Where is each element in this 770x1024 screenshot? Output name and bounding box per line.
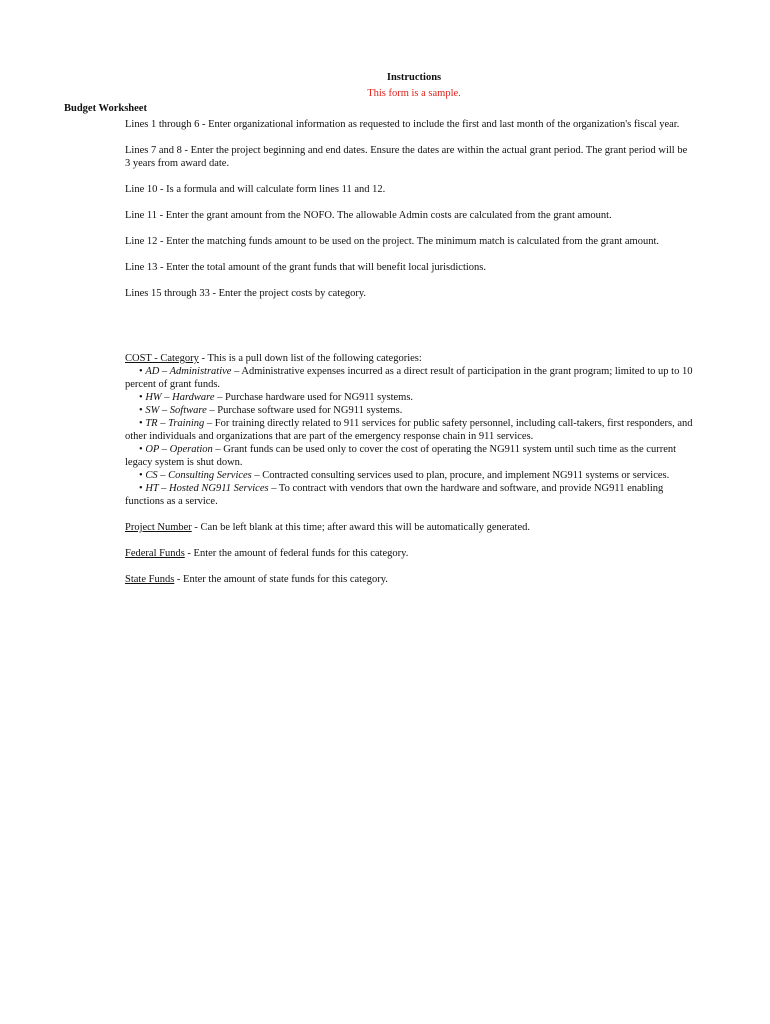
- category-item: [125, 417, 695, 443]
- bullet-glyph: •: [139, 405, 146, 416]
- category-item: [125, 365, 695, 391]
- bullet-glyph: •: [139, 366, 146, 377]
- bullet-glyph: •: [139, 444, 146, 455]
- category-name: TR – Training: [145, 418, 205, 429]
- field-instruction: [125, 521, 695, 534]
- instruction-line: Line 11 - Enter the grant amount from the NOFO. The allowable Admin costs are calculated from the grant amount.: [125, 210, 612, 221]
- bullet-glyph: •: [139, 418, 146, 429]
- instruction-line: Lines 15 through 33 - Enter the project costs by category.: [125, 288, 367, 299]
- category-name: HW – Hardware: [145, 392, 215, 403]
- category-name: OP – Operation: [145, 444, 213, 455]
- sample-notice: This form is a sample.: [367, 88, 461, 99]
- cost-category-intro: [125, 352, 695, 365]
- cost-category-term: COST - Category: [125, 353, 199, 364]
- category-item: [125, 469, 695, 482]
- category-item: [125, 391, 695, 404]
- field-desc: - Enter the amount of federal funds for this category.: [184, 548, 409, 559]
- field-term: Project Number: [125, 522, 192, 533]
- instruction-line: Line 13 - Enter the total amount of the grant funds that will benefit local jurisdictions.: [125, 262, 486, 273]
- instruction-line: Lines 7 and 8 - Enter the project beginning and end dates. Ensure the dates are within the actual grant period. The grant period will be 3 years from award date.: [125, 145, 688, 169]
- category-name: HT – Hosted NG911 Services: [145, 483, 269, 494]
- category-desc: – Grant funds can be used only to cover the cost of operating the NG911 system until such time as the current legacy system is shut down.: [125, 444, 677, 468]
- category-item: [125, 404, 695, 417]
- field-term: Federal Funds: [125, 548, 185, 559]
- bullet-glyph: •: [139, 483, 146, 494]
- page-title: Instructions: [386, 72, 442, 83]
- bullet-glyph: •: [139, 470, 146, 481]
- category-desc: – For training directly related to 911 services for public safety personnel, including call-takers, first responders, and other individuals and organizations that are part of the emergency response chain in 911 services.: [125, 418, 693, 442]
- field-instruction: [125, 573, 695, 586]
- field-term: State Funds: [125, 574, 175, 585]
- instructions-body: [125, 118, 695, 599]
- instruction-line: Line 12 - Enter the matching funds amount to be used on the project. The minimum match is calculated from the grant amount.: [125, 236, 659, 247]
- field-desc: - Can be left blank at this time; after award this will be automatically generated.: [191, 522, 530, 533]
- category-name: SW – Software: [145, 405, 207, 416]
- section-heading: Budget Worksheet: [64, 103, 147, 114]
- category-desc: – Administrative expenses incurred as a direct result of participation in the grant program; limited to up to 10 percent of grant funds.: [125, 366, 693, 390]
- category-desc: – To contract with vendors that own the hardware and software, and provide NG911 enabling functions as a service.: [125, 483, 664, 507]
- category-name: AD – Administrative: [145, 366, 232, 377]
- instruction-line: Line 10 - Is a formula and will calculate form lines 11 and 12.: [125, 184, 386, 195]
- instruction-line: Lines 1 through 6 - Enter organizational information as requested to include the first and last month of the organization's fiscal year.: [125, 119, 680, 130]
- bullet-glyph: •: [139, 392, 146, 403]
- field-instruction: [125, 547, 695, 560]
- cost-category-block: [125, 352, 695, 508]
- category-desc: – Purchase hardware used for NG911 systems.: [214, 392, 414, 403]
- field-desc: - Enter the amount of state funds for this category.: [174, 574, 388, 585]
- cost-category-intro-text: - This is a pull down list of the following categories:: [198, 353, 422, 364]
- category-item: [125, 443, 695, 469]
- category-desc: – Contracted consulting services used to plan, procure, and implement NG911 systems or services.: [251, 470, 670, 481]
- category-desc: – Purchase software used for NG911 systems.: [206, 405, 403, 416]
- category-name: CS – Consulting Services: [145, 470, 252, 481]
- spacer: [125, 313, 695, 352]
- category-item: [125, 482, 695, 508]
